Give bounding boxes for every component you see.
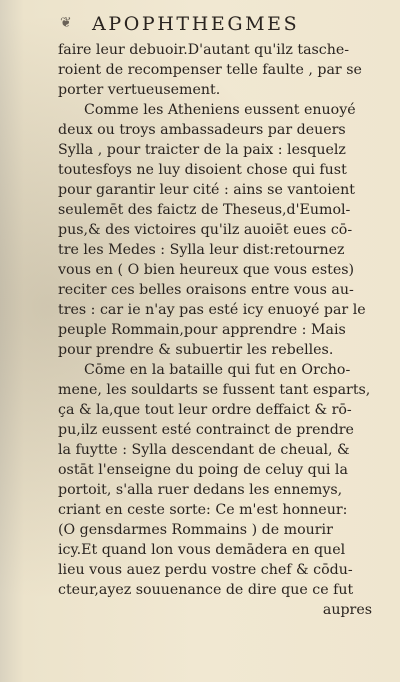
text-line: cteur,ayez souuenance de dire que ce fut — [58, 582, 354, 598]
text-line: icy.Et quand lon vous demādera en quel — [58, 542, 346, 558]
text-line: tre les Medes : Sylla leur dist:retournez — [58, 242, 345, 258]
text-line: porter vertueusement. — [58, 82, 221, 98]
running-head-title: APOPHTHEGMES — [92, 13, 300, 35]
text-line: la fuytte : Sylla descendant de cheual, & — [58, 442, 350, 458]
text-line: faire leur debuoir.D'autant qu'ilz tasche- — [58, 42, 350, 58]
text-line: pour garantir leur cité : ains se vantoient — [58, 182, 355, 198]
text-line: criant en ceste sorte: Ce m'est honneur: — [58, 502, 348, 518]
paragraph-start-line: Cōme en la bataille qui fut en Orcho- — [84, 362, 351, 378]
text-line: toutesfoys ne luy disoient chose qui fust — [58, 162, 347, 178]
text-line: ça & la,que tout leur ordre deffaict & rō- — [58, 402, 352, 418]
text-line: pus,& des victoires qu'ilz auoiēt eues cō- — [58, 222, 353, 238]
text-line: vous en ( O bien heureux que vous estes) — [58, 262, 355, 278]
body-text — [58, 40, 376, 620]
text-line: pu,ilz eussent esté contrainct de prendre — [58, 422, 354, 438]
text-line: peuple Rommain,pour apprendre : Mais — [58, 322, 346, 338]
text-line: pour prendre & subuertir les rebelles. — [58, 342, 334, 358]
text-line: (O gensdarmes Rommains ) de mourir — [58, 522, 333, 538]
text-line: Sylla , pour traicter de la paix : lesquelz — [58, 142, 346, 158]
text-line: lieu vous auez perdu vostre chef & cōdu- — [58, 562, 353, 578]
text-line: seulemēt des faictz de Theseus,d'Eumol- — [58, 202, 351, 218]
paragraph-start-line: Comme les Atheniens eussent enuoyé — [84, 102, 356, 118]
text-line: mene, les souldarts se fussent tant esparts, — [58, 382, 371, 398]
text-line: portoit, s'alla ruer dedans les ennemys, — [58, 482, 343, 498]
fleuron-icon: ❦ — [60, 15, 72, 31]
text-line: tres : car ie n'ay pas esté icy enuoyé par le — [58, 302, 366, 318]
catchword: aupres — [322, 602, 372, 618]
text-line: ostāt l'enseigne du poing de celuy qui la — [58, 462, 348, 478]
text-line: roient de recompenser telle faulte , par se — [58, 62, 362, 78]
text-line: deux ou troys ambassadeurs par deuers — [58, 122, 346, 138]
text-line: reciter ces belles oraisons entre vous au- — [58, 282, 354, 298]
